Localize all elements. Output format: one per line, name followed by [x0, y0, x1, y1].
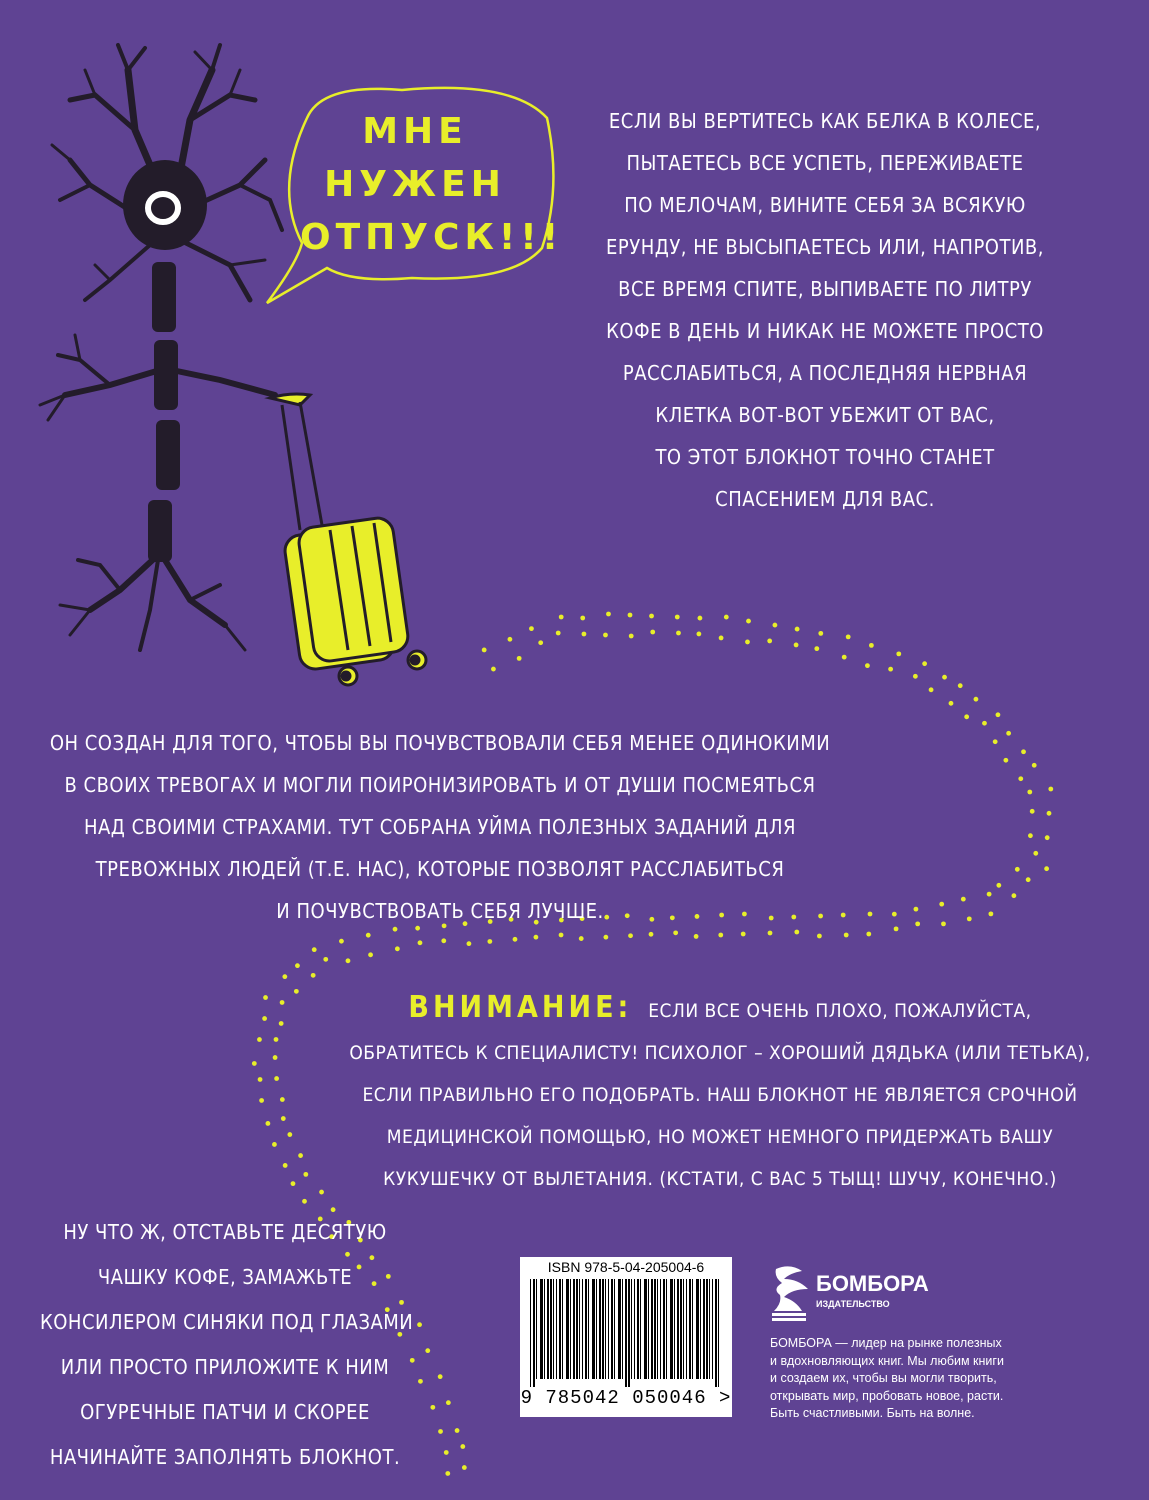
trail-dot [580, 616, 585, 621]
intro-line: РАССЛАБИТЬСЯ, А ПОСЛЕДНЯЯ НЕРВНАЯ [622, 361, 1028, 385]
barcode-bar [628, 1279, 630, 1387]
trail-dot [1030, 809, 1035, 814]
trail-dot [259, 1098, 264, 1103]
closing-line: ЧАШКУ КОФЕ, ЗАМАЖЬТЕ [97, 1265, 353, 1289]
trail-dot [460, 1444, 465, 1449]
publisher-logo [768, 1263, 938, 1323]
middle-line: В СВОИХ ТРЕВОГАХ И МОГЛИ ПОИРОНИЗИРОВАТЬ И ОТ ДУШИ ПОСМЕЯТЬСЯ [64, 773, 816, 797]
trail-dot [818, 631, 823, 636]
trail-dot [273, 1055, 278, 1060]
trail-dot [430, 1405, 435, 1410]
barcode-bar [640, 1279, 641, 1379]
barcode-bar [631, 1279, 632, 1379]
trail-dot [444, 1450, 449, 1455]
trail-dot [942, 675, 947, 680]
trail-dot [263, 995, 268, 1000]
trail-dot [257, 1037, 262, 1042]
trail-dot [914, 907, 919, 912]
closing-line: КОНСИЛЕРОМ СИНЯКИ ПОД ГЛАЗАМИ [40, 1310, 414, 1334]
trail-dot [675, 615, 680, 620]
trail-dot [1011, 893, 1016, 898]
trail-dot [508, 637, 513, 642]
closing-line: НАЧИНАЙТЕ ЗАПОЛНЯТЬ БЛОКНОТ. [49, 1445, 401, 1469]
trail-dot [866, 932, 871, 937]
trail-dot [559, 933, 564, 938]
trail-dot [865, 663, 870, 668]
trail-dot [603, 633, 608, 638]
closing-line: ИЛИ ПРОСТО ПРИЛОЖИТЕ К НИМ [60, 1355, 390, 1379]
trail-dot [279, 1021, 284, 1026]
trail-dot [283, 1163, 288, 1168]
barcode-bar [663, 1279, 665, 1379]
publisher-desc-line: и вдохновляющих книг. Мы любим книги [770, 1353, 1004, 1368]
barcode-bar [579, 1279, 580, 1379]
trail-dot [988, 911, 993, 916]
trail-dot [817, 934, 822, 939]
barcode-bar [625, 1279, 627, 1387]
barcode-bar [637, 1279, 639, 1379]
trail-dot [410, 1358, 415, 1363]
trail-dot [1033, 851, 1038, 856]
trail-dot [252, 1061, 257, 1066]
trail-dot [698, 616, 703, 621]
intro-line: ПЫТАЕТЕСЬ ВСЕ УСПЕТЬ, ПЕРЕЖИВАЕТЕ [626, 151, 1024, 175]
trail-dot [814, 646, 819, 651]
trail-dot [842, 655, 847, 660]
middle-line: И ПОЧУВСТВОВАТЬ СЕБЯ ЛУЧШЕ. [276, 899, 604, 923]
barcode-bar [596, 1279, 597, 1379]
trail-dot [294, 989, 299, 994]
trail-dot [312, 947, 317, 952]
barcode-bar [622, 1279, 623, 1379]
trail-dot [395, 946, 400, 951]
trail-dot [291, 1181, 296, 1186]
trail-dot [915, 921, 920, 926]
trail-dot [323, 957, 328, 962]
barcode-bar [611, 1279, 613, 1379]
trail-dot [303, 1172, 308, 1177]
barcode-bar [644, 1279, 647, 1379]
trail-dot [556, 631, 561, 636]
barcode-bar [666, 1279, 667, 1379]
trail-dot [1048, 787, 1053, 792]
publisher-desc-line: открывать мир, пробовать новое, расти. [770, 1388, 1004, 1403]
middle-line: ОН СОЗДАН ДЛЯ ТОГО, ЧТОБЫ ВЫ ПОЧУВСТВОВАЛИ СЕБЯ МЕНЕЕ ОДИНОКИМИ [49, 731, 831, 755]
barcode-bar [533, 1279, 535, 1387]
trail-dot [1018, 776, 1023, 781]
trail-dot [366, 933, 371, 938]
trail-dot [455, 1428, 460, 1433]
trail-dot [649, 614, 654, 619]
intro-text [590, 100, 1060, 520]
trail-dot [628, 933, 633, 938]
middle-text [40, 722, 840, 932]
barcode-bar [654, 1279, 656, 1379]
trail-dot [696, 632, 701, 637]
intro-line: ТО ЭТОТ БЛОКНОТ ТОЧНО СТАНЕТ [655, 445, 995, 469]
trail-dot [939, 902, 944, 907]
barcode-bar [703, 1279, 705, 1379]
barcode-bar [585, 1279, 587, 1379]
publisher-subtitle: ИЗДАТЕЛЬСТВО [816, 1299, 890, 1309]
trail-dot [280, 1097, 285, 1102]
trail-dot [517, 656, 522, 661]
intro-line: ПО МЕЛОЧАМ, ВИНИТЕ СЕБЯ ЗА ВСЯКУЮ [624, 193, 1026, 217]
trail-dot [482, 648, 487, 653]
barcode-bar [530, 1279, 531, 1387]
barcode-digits: 9 785042 050046 > [520, 1387, 732, 1409]
barcode-bar [657, 1279, 658, 1379]
trail-dot [282, 974, 287, 979]
trail-dot [628, 613, 633, 618]
barcode-bar [582, 1279, 583, 1379]
trail-dot [967, 916, 972, 921]
barcode-bar [573, 1279, 575, 1379]
trail-dot [974, 697, 979, 702]
closing-line: ОГУРЕЧНЫЕ ПАТЧИ И СКОРЕЕ [80, 1400, 370, 1424]
barcode-bar [700, 1279, 701, 1379]
isbn-barcode [520, 1257, 732, 1417]
trail-dot [445, 1471, 450, 1476]
trail-dot [746, 619, 751, 624]
trail-dot [538, 640, 543, 645]
trail-dot [846, 634, 851, 639]
barcode-bar [540, 1279, 543, 1379]
trail-dot [1045, 835, 1050, 840]
barcode-bar [670, 1279, 673, 1379]
barcode-bar [651, 1279, 653, 1379]
trail-dot [1027, 790, 1032, 795]
trail-dot [961, 897, 966, 902]
barcode-bar [680, 1279, 682, 1379]
trail-dot [894, 926, 899, 931]
trail-dot [467, 941, 472, 946]
intro-line: СПАСЕНИЕМ ДЛЯ ВАС. [715, 487, 935, 511]
barcode-bar [618, 1279, 621, 1379]
trail-dot [1028, 833, 1033, 838]
publisher-desc-line: Быть счастливыми. Быть на волне. [770, 1406, 975, 1420]
barcode-bar [592, 1279, 595, 1379]
barcode-bar [602, 1279, 604, 1379]
barcode-bar [686, 1279, 687, 1379]
trail-dot [274, 1076, 279, 1081]
barcode-bar [588, 1279, 589, 1379]
closing-line: НУ ЧТО Ж, ОТСТАВЬТЕ ДЕСЯТУЮ [63, 1220, 387, 1244]
trail-dot [941, 921, 946, 926]
trail-dot [892, 912, 897, 917]
closing-text [40, 1210, 414, 1480]
trail-dot [339, 939, 344, 944]
trail-dot [487, 939, 492, 944]
trail-dot [529, 626, 534, 631]
trail-dot [287, 1132, 292, 1137]
trail-dot [1026, 877, 1031, 882]
trail-dot [987, 892, 992, 897]
trail-dot [274, 1037, 279, 1042]
intro-line: ЕРУНДУ, НЕ ВЫСЫПАЕТЕСЬ ИЛИ, НАПРОТИВ, [606, 235, 1044, 259]
trail-dot [513, 937, 518, 942]
trail-dot [745, 640, 750, 645]
intro-line: ЕСЛИ ВЫ ВЕРТИТЕСЬ КАК БЕЛКА В КОЛЕСЕ, [608, 109, 1042, 133]
warning-line: ОБРАТИТЕСЬ К СПЕЦИАЛИСТУ! ПСИХОЛОГ – ХОРОШИЙ ДЯДЬКА (ИЛИ ТЕТЬКА), [349, 1042, 1091, 1064]
barcode-bar [689, 1279, 691, 1379]
trail-dot [579, 936, 584, 941]
barcode-bar [634, 1279, 635, 1379]
trail-dot [298, 1153, 303, 1158]
trail-dot [302, 1199, 307, 1204]
barcode-bar [696, 1279, 699, 1379]
trail-dot [262, 1016, 267, 1021]
trail-dot [534, 935, 539, 940]
trail-dot [265, 1121, 270, 1126]
trail-dot [1032, 763, 1037, 768]
trail-dot [795, 627, 800, 632]
barcode-bar [677, 1279, 679, 1379]
trail-dot [896, 651, 901, 656]
trail-dot [438, 1374, 443, 1379]
bubble-line: МНЕ [362, 111, 468, 152]
barcode-bar [715, 1279, 717, 1387]
intro-line: КОФЕ В ДЕНЬ И НИКАК НЕ МОЖЕТЕ ПРОСТО [606, 319, 1044, 343]
barcode-bar [576, 1279, 578, 1379]
trail-dot [964, 714, 969, 719]
barcode-bar [562, 1279, 563, 1379]
trail-dot [418, 940, 423, 945]
barcode-bar [718, 1279, 719, 1387]
trail-dot [844, 933, 849, 938]
bubble-line: НУЖЕН [324, 164, 506, 205]
publisher-description [770, 1335, 1030, 1423]
trail-dot [1006, 731, 1011, 736]
intro-line: ВСЕ ВРЕМЯ СПИТЕ, ВЫПИВАЕТЕ ПО ЛИТРУ [618, 277, 1032, 301]
trail-dot [719, 636, 724, 641]
trail-dot [606, 612, 611, 617]
trail-dot [319, 1190, 324, 1195]
barcode-bar [660, 1279, 661, 1379]
publisher-desc-line: БОМБОРА — лидер на рынке полезных [770, 1336, 1002, 1350]
warning-title: ВНИМАНИЕ: [408, 990, 633, 1025]
trail-dot [272, 1142, 277, 1147]
warning-block [330, 987, 1110, 1200]
trail-dot [773, 623, 778, 628]
warning-line: МЕДИЦИНСКОЙ ПОМОЩЬЮ, НО МОЖЕТ НЕМНОГО ПРИДЕРЖАТЬ ВАШУ [386, 1126, 1054, 1148]
trail-dot [718, 933, 723, 938]
trail-dot [1044, 866, 1049, 871]
barcode-bar [547, 1279, 549, 1379]
warning-line: КУКУШЕЧКУ ОТ ВЫЛЕТАНИЯ. (КСТАТИ, С ВАС 5 ТЫЩ! ШУЧУ, КОНЕЧНО.) [383, 1168, 1057, 1190]
trail-dot [922, 661, 927, 666]
trail-dot [629, 634, 634, 639]
barcode-bar [706, 1279, 708, 1379]
barcode-bar [536, 1279, 537, 1379]
trail-dot [368, 952, 373, 957]
trail-dot [929, 687, 934, 692]
trail-dot [311, 973, 316, 978]
publisher-logo-icon [768, 1263, 812, 1323]
trail-dot [1003, 758, 1008, 763]
warning-first-line [330, 987, 1110, 1032]
isbn-label: ISBN 978-5-04-205004-6 [547, 1259, 705, 1275]
trail-dot [913, 674, 918, 679]
trail-dot [1015, 867, 1020, 872]
trail-dot [996, 712, 1001, 717]
trail-dot [295, 963, 300, 968]
trail-dot [462, 1465, 467, 1470]
trail-dot [676, 631, 681, 636]
trail-dot [582, 632, 587, 637]
trail-dot [281, 1116, 286, 1121]
middle-line: НАД СВОИМИ СТРАХАМИ. ТУТ СОБРАНА УЙМА ПОЛЕЗНЫХ ЗАДАНИЙ ДЛЯ [83, 815, 797, 839]
trail-dot [767, 639, 772, 644]
trail-dot [346, 958, 351, 963]
trail-dot [280, 1000, 285, 1005]
barcode-bars [526, 1279, 726, 1387]
barcode-bar [553, 1279, 554, 1379]
trail-dot [996, 883, 1001, 888]
barcode-bar [556, 1279, 557, 1379]
trail-dot [438, 1429, 443, 1434]
trail-dot [258, 1077, 263, 1082]
trail-dot [1047, 811, 1052, 816]
trail-dot [559, 615, 564, 620]
trail-dot [794, 643, 799, 648]
barcode-bar [692, 1279, 693, 1379]
barcode-bar [559, 1279, 561, 1379]
barcode-bar [599, 1279, 601, 1379]
barcode-bar [674, 1279, 675, 1379]
trail-dot [425, 1348, 430, 1353]
trail-dot [418, 1379, 423, 1384]
barcode-bar [648, 1279, 649, 1379]
middle-line: ТРЕВОЖНЫХ ЛЮДЕЙ (Т.Е. НАС), КОТОРЫЕ ПОЗВОЛЯТ РАССЛАБИТЬСЯ [95, 857, 785, 881]
warning-line: ЕСЛИ ВСЕ ОЧЕНЬ ПЛОХО, ПОЖАЛУЙСТА, [648, 1000, 1032, 1022]
trail-dot [491, 667, 496, 672]
publisher-desc-line: и создаем их, чтобы вы могли творить, [770, 1371, 997, 1385]
barcode-bar [570, 1279, 571, 1379]
intro-line: КЛЕТКА ВОТ-ВОТ УБЕЖИТ ОТ ВАС, [655, 403, 995, 427]
trail-dot [888, 667, 893, 672]
trail-dot [949, 701, 954, 706]
barcode-bar [566, 1279, 569, 1379]
bubble-line: ОТПУСК!!! [300, 217, 564, 258]
trail-dot [841, 913, 846, 918]
warning-line: ЕСЛИ ПРАВИЛЬНО ЕГО ПОДОБРАТЬ. НАШ БЛОКНОТ НЕ ЯВЛЯЕТСЯ СРОЧНОЙ [362, 1084, 1078, 1106]
trail-dot [741, 932, 746, 937]
trail-dot [869, 643, 874, 648]
barcode-bar [712, 1279, 713, 1379]
barcode-bar [614, 1279, 615, 1379]
trail-dot [958, 683, 963, 688]
trail-dot [417, 1322, 422, 1327]
barcode-bar [683, 1279, 684, 1379]
trail-dot [1021, 749, 1026, 754]
trail-dot [868, 912, 873, 917]
barcode-bar [608, 1279, 609, 1379]
barcode-bar [605, 1279, 606, 1379]
trail-dot [649, 932, 654, 937]
trail-dot [446, 1400, 451, 1405]
trail-dot [441, 938, 446, 943]
trail-dot [993, 739, 998, 744]
trail-dot [603, 935, 608, 940]
trail-dot [982, 721, 987, 726]
barcode-bar [550, 1279, 552, 1379]
barcode-bar [709, 1279, 710, 1379]
trail-dot [724, 615, 729, 620]
trail-dot [694, 934, 699, 939]
barcode-bar [544, 1279, 545, 1379]
publisher-name: БОМБОРА [816, 1271, 929, 1296]
trail-dot [650, 630, 655, 635]
